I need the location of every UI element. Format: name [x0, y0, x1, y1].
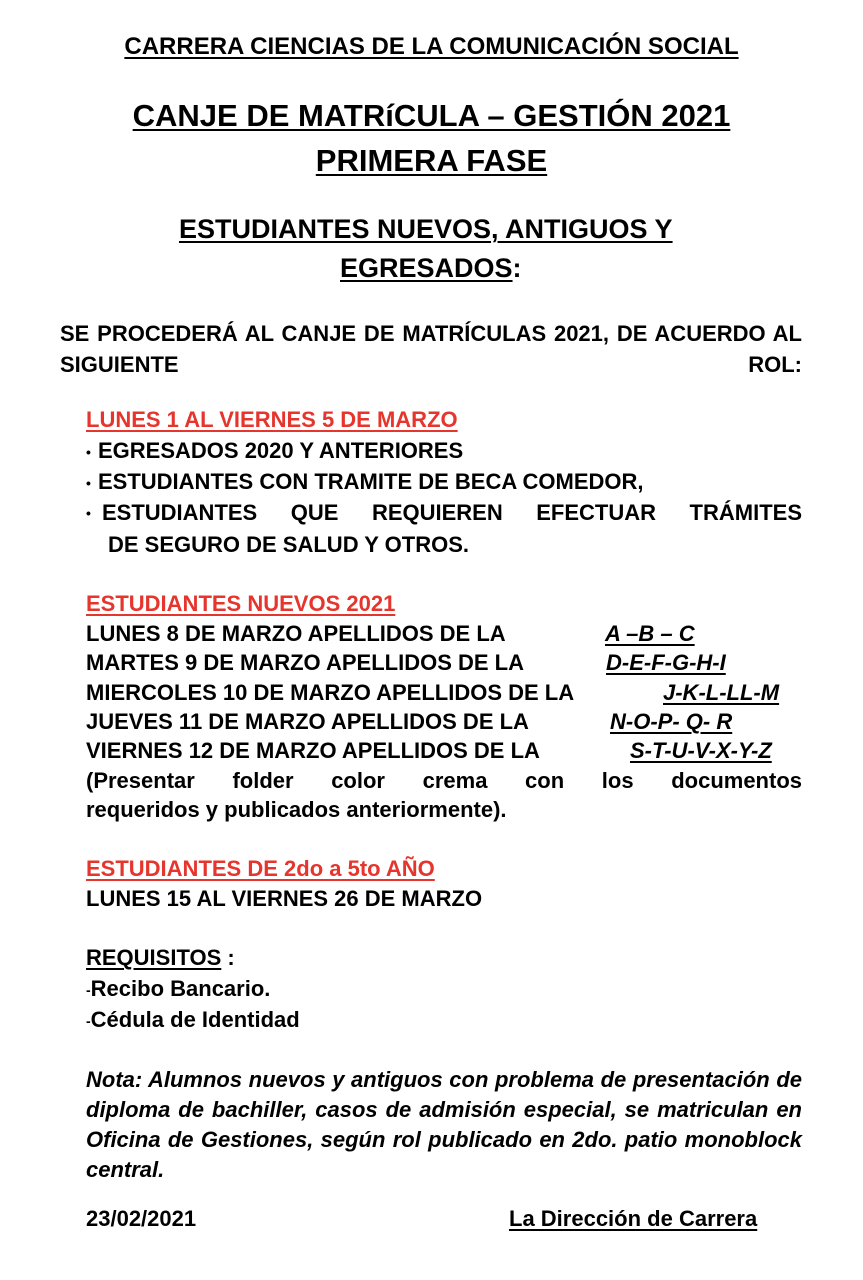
- requirement-item: [86, 1007, 300, 1033]
- section3-heading: ESTUDIANTES DE 2do a 5to AÑO: [86, 856, 435, 881]
- students-heading-colon: :: [512, 253, 522, 283]
- schedule-label: MARTES 9 DE MARZO APELLIDOS DE LA: [86, 650, 524, 675]
- schedule-label: VIERNES 12 DE MARZO APELLIDOS DE LA: [86, 738, 540, 763]
- schedule-label: JUEVES 11 DE MARZO APELLIDOS DE LA: [86, 709, 529, 734]
- requirements-heading-line: [86, 945, 235, 971]
- bullet-text: EGRESADOS 2020 Y ANTERIORES: [98, 438, 464, 463]
- students-heading-line-1: ESTUDIANTES NUEVOS, ANTIGUOS Y: [179, 214, 673, 244]
- schedule-label: MIERCOLES 10 DE MARZO APELLIDOS DE LA: [86, 680, 575, 705]
- footer-date: 23/02/2021: [86, 1206, 197, 1231]
- requirement-item: [86, 976, 270, 1002]
- section1-heading: LUNES 1 AL VIERNES 5 DE MARZO: [86, 407, 458, 432]
- schedule-letters: D-E-F-G-H-I: [606, 650, 726, 675]
- section1-bullet-item: [86, 500, 802, 526]
- intro-paragraph: SE PROCEDERÁ AL CANJE DE MATRÍCULAS 2021, DE ACUERDO AL SIGUIENTE ROL:: [60, 321, 802, 377]
- schedule-row: [86, 680, 779, 706]
- section2-note-line-1: (Presentar folder color crema con los documentos: [86, 768, 802, 793]
- schedule-letters: A –B – C: [605, 621, 695, 646]
- bullet-text: ESTUDIANTES QUE REQUIEREN EFECTUAR TRÁMITES: [102, 500, 802, 525]
- dash-icon: -: [86, 982, 91, 999]
- students-heading-line-2: [340, 253, 522, 284]
- bullet-icon: •: [86, 444, 91, 461]
- career-heading: CARRERA CIENCIAS DE LA COMUNICACIÓN SOCIAL: [124, 33, 739, 60]
- bullet-icon: •: [86, 505, 91, 521]
- requirements-colon: :: [221, 945, 235, 970]
- section2-heading: ESTUDIANTES NUEVOS 2021: [86, 591, 396, 616]
- schedule-row: [86, 650, 726, 676]
- section2-note-line-2: requeridos y publicados anteriormente).: [86, 797, 507, 822]
- schedule-row: [86, 738, 772, 764]
- dash-icon: -: [86, 1013, 91, 1030]
- schedule-label: LUNES 8 DE MARZO APELLIDOS DE LA: [86, 621, 506, 646]
- schedule-row: [86, 621, 695, 647]
- section3-dates: LUNES 15 AL VIERNES 26 DE MARZO: [86, 886, 483, 911]
- title-line-1: CANJE DE MATRíCULA – GESTIÓN 2021: [132, 98, 731, 133]
- schedule-letters: S-T-U-V-X-Y-Z: [630, 738, 772, 763]
- title-line-2: PRIMERA FASE: [315, 143, 548, 178]
- students-heading-egresados: EGRESADOS: [340, 253, 513, 283]
- section1-bullet-item: [86, 469, 644, 495]
- requirements-heading: REQUISITOS: [86, 945, 222, 970]
- section1-bullet-item: [86, 438, 463, 464]
- schedule-letters: N-O-P- Q- R: [610, 709, 733, 734]
- section1-bullet-continuation: DE SEGURO DE SALUD Y OTROS.: [108, 532, 470, 557]
- schedule-row: [86, 709, 732, 735]
- requirement-text: Cédula de Identidad: [90, 1007, 300, 1032]
- schedule-letters: J-K-L-LL-M: [663, 680, 780, 705]
- footer-signature: La Dirección de Carrera: [509, 1206, 758, 1231]
- bullet-icon: •: [86, 475, 91, 492]
- requirement-text: Recibo Bancario.: [90, 976, 271, 1001]
- note-paragraph: Nota: Alumnos nuevos y antiguos con problema de presentación de diploma de bachiller, casos de admisión especial, se matriculan en Oficina de Gestiones, según rol publicado en 2do. patio monoblock central.: [86, 1067, 802, 1182]
- bullet-text: ESTUDIANTES CON TRAMITE DE BECA COMEDOR,: [98, 469, 644, 494]
